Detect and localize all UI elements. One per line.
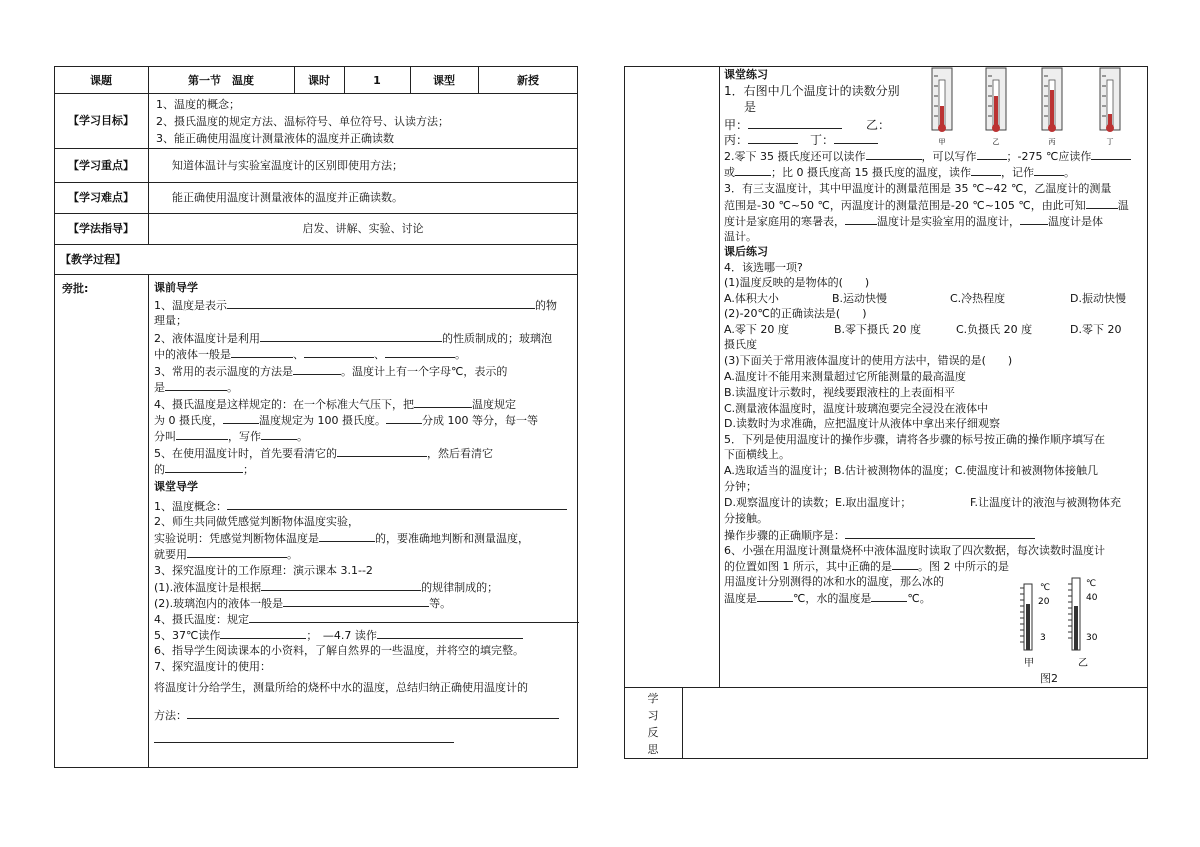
q1-answers-1: 甲： 乙： — [724, 118, 891, 132]
q4-1-option: D.振动快慢 — [1070, 292, 1126, 305]
class-q6: 6、指导学生阅读课本的小资料，了解自然界的一些温度，并将空的填完整。 — [154, 644, 524, 657]
q4-1-option: A.体积大小 — [724, 292, 779, 305]
fig2-tick: 30 — [1086, 633, 1098, 643]
thermometer-jia — [932, 68, 952, 132]
q6-line1: 6、小强在用温度计测量烧杯中液体温度时读取了四次数据，每次读数时温度计 — [724, 544, 1105, 557]
q4-title: 4．该选哪一项? — [724, 261, 803, 274]
q2-line2: 或 ；比 0 摄氏度高 15 摄氏度的温度，读作 ，记作 。 — [724, 163, 1075, 181]
fig2-unit: ℃ — [1086, 579, 1097, 589]
q4-1-option: C.冷热程度 — [950, 292, 1006, 305]
in-class-title: 课堂导学 — [154, 480, 198, 493]
class-q2-cont: 就要用 。 — [154, 545, 298, 563]
q5-line5b: F.让温度计的液泡与被测物体充 — [970, 496, 1122, 509]
thermo-label: 乙 — [992, 138, 1000, 146]
guide-text: 启发、讲解、实验、讨论 — [302, 222, 424, 235]
class-q3-2: (2).玻璃泡内的液体一般是 等。 — [154, 594, 451, 612]
goal-line: 2、摄氏温度的规定方法、温标符号、单位符号、认读方法； — [156, 115, 449, 128]
q1-text: 1．右图中几个温度计的读数分别 — [724, 84, 900, 98]
q1-answers-2: 丙： 丁： — [724, 131, 878, 149]
guide-label: 【学法指导】 — [68, 222, 134, 235]
thermometer-ding — [1100, 68, 1120, 132]
fig2-unit: ℃ — [1040, 583, 1051, 593]
q4-3: (3)下面关于常用液体温度计的使用方法中，错误的是( ) — [724, 354, 1013, 367]
thermometer-bing — [1042, 68, 1062, 132]
pre-q1: 1、温度是表示 的物 — [154, 296, 574, 314]
pre-q2-cont: 中的液体一般是 、 、 。 — [154, 345, 466, 363]
goal-line: 1、温度的概念； — [156, 98, 240, 111]
side-note-label: 旁批: — [62, 282, 89, 295]
q3-line1: 3．有三支温度计，其中甲温度计的测量范围是 35 ℃~42 ℃，乙温度计的测量 — [724, 182, 1112, 195]
q4-3-option: B.读温度计示数时，视线要跟液柱的上表面相平 — [724, 386, 956, 399]
q4-2-option-cont: 摄氏度 — [724, 338, 757, 351]
header-cell-type-value: 新授 — [517, 74, 539, 87]
focus-text: 知道体温计与实验室温度计的区别即使用方法； — [172, 159, 403, 172]
q5-line2: 下面横线上。 — [724, 448, 790, 461]
goals-label: 【学习目标】 — [68, 114, 134, 127]
practice-title: 课堂练习 — [724, 68, 768, 81]
header-cell-section: 第一节 温度 — [188, 74, 254, 87]
thermometer-jia-fig2 — [1020, 584, 1032, 650]
thermo-label: 丁 — [1106, 138, 1114, 146]
after-class-title: 课后练习 — [724, 245, 768, 258]
thermometer-figure — [926, 66, 1126, 148]
thermometer-yi-fig2 — [1068, 578, 1080, 650]
q4-3-option: D.读数时为求准确，应把温度计从液体中拿出来仔细观察 — [724, 417, 1000, 430]
q3-line3: 度计是家庭用的寒暑表， 温度计是实验室用的温度计， 温度计是体 — [724, 212, 1103, 230]
fig2-label: 甲 — [1024, 658, 1034, 669]
header-cell-topic: 课题 — [90, 74, 112, 87]
difficulty-text: 能正确使用温度计测量液体的温度并正确读数。 — [172, 191, 403, 204]
thermometer-yi — [986, 68, 1006, 132]
header-cell-type-label: 课型 — [433, 74, 455, 87]
difficulty-label: 【学习难点】 — [68, 191, 134, 204]
class-q3-1: (1).液体温度计是根据 的规律制成的； — [154, 578, 498, 596]
q4-2: (2)-20℃的正确读法是( ) — [724, 307, 867, 320]
pre-q3: 3、常用的表示温度的方法是 。温度计上有一个字母℃，表示的 — [154, 362, 507, 380]
q4-3-option: A.温度计不能用来测量超过它所能测量的最高温度 — [724, 370, 966, 383]
class-q2: 2、师生共同做凭感觉判断物体温度实验， — [154, 515, 359, 528]
q5-answer: 操作步骤的正确顺序是： — [724, 526, 1035, 544]
fig2-tick: 40 — [1086, 593, 1098, 603]
class-q4: 4、摄氏温度：规定 — [154, 610, 579, 628]
thermo-label: 甲 — [938, 138, 946, 146]
q6-line2: 的位置如图 1 所示，其中正确的是 。图 2 中所示的是 — [724, 557, 1009, 575]
class-q5: 5、37℃读作 ； —4.7 读作 — [154, 626, 523, 644]
q6-line3: 用温度计分别测得的冰和水的温度，那么冰的 — [724, 575, 944, 588]
q6-line4: 温度是 ℃，水的温度是 ℃。 — [724, 589, 931, 607]
focus-label: 【学习重点】 — [68, 159, 134, 172]
fig2-label: 乙 — [1078, 658, 1088, 669]
process-label: 【教学过程】 — [60, 253, 126, 266]
q4-3-option: C.测量液体温度时，温度计玻璃泡要完全浸没在液体中 — [724, 402, 989, 415]
q2-line1: 2.零下 35 摄氏度还可以读作 ，可以写作 ；-275 ℃应读作 — [724, 147, 1131, 165]
q3-line2: 范围是-30 ℃~50 ℃，丙温度计的测量范围是-20 ℃~105 ℃，由此可知 温 — [724, 196, 1129, 214]
q4-2-option: C.负摄氏 20 度 — [956, 323, 1033, 336]
header-cell-period-value: 1 — [373, 74, 381, 87]
reflection-label: 学 习 反 思 — [647, 692, 659, 756]
header-cell-period-label: 课时 — [308, 74, 330, 87]
q4-1: (1)温度反映的是物体的( ) — [724, 276, 870, 289]
pre-q2: 2、液体温度计是利用 的性质制成的；玻璃泡 — [154, 329, 552, 347]
class-q7: 7、探究温度计的使用： — [154, 660, 271, 673]
fig2-tick: 3 — [1040, 633, 1046, 643]
pre-q4: 4、摄氏温度是这样规定的：在一个标准大气压下，把 温度规定 — [154, 395, 516, 413]
pre-q3-cont: 是 。 — [154, 378, 238, 396]
pre-class-title: 课前导学 — [154, 281, 198, 294]
q5-line5: D.观察温度计的读数；E.取出温度计； — [724, 496, 912, 509]
pre-q5: 5、在使用温度计时，首先要看清它的 ，然后看清它 — [154, 444, 493, 462]
pre-q5-cont: 的 ； — [154, 460, 254, 478]
q4-1-option: B.运动快慢 — [832, 292, 888, 305]
class-q3: 3、探究温度计的工作原理：演示课本 3.1--2 — [154, 564, 373, 577]
class-q2-note: 实验说明：凭感觉判断物体温度是 的，要准确地判断和测量温度， — [154, 529, 529, 547]
thermo-label: 丙 — [1048, 138, 1056, 146]
pre-q4-cont: 为 0 摄氏度， 温度规定为 100 摄氏度。 分成 100 等分，每一等 — [154, 411, 538, 429]
figure-2-thermometers — [1010, 574, 1110, 686]
q3-line4: 温计。 — [724, 230, 757, 243]
q4-2-option: B.零下摄氏 20 度 — [834, 323, 922, 336]
q4-2-option: D.零下 20 — [1070, 323, 1122, 336]
q1-text-cont: 是 — [744, 100, 757, 114]
pre-q4-cont2: 分叫 ，写作 。 — [154, 427, 308, 445]
q5-line6: 分接触。 — [724, 512, 768, 525]
answer-line — [154, 742, 454, 743]
q5-line1: 5．下列是使用温度计的操作步骤，请将各步骤的标号按正确的操作顺序填写在 — [724, 433, 1105, 446]
q5-line4: 分钟； — [724, 480, 757, 493]
goal-line: 3、能正确使用温度计测量液体的温度并正确读数 — [156, 132, 394, 145]
q5-line3: A.选取适当的温度计；B.估计被测物体的温度；C.使温度计和被测物体接触几 — [724, 464, 1099, 477]
class-q7-method: 方法： — [154, 706, 559, 724]
pre-q1-cont: 理量； — [154, 314, 187, 327]
q4-2-option: A.零下 20 度 — [724, 323, 789, 336]
fig2-tick: 20 — [1038, 597, 1050, 607]
figure-2-caption: 图2 — [1040, 672, 1058, 685]
class-q7-text: 将温度计分给学生，测量所给的烧杯中水的温度，总结归纳正确使用温度计的 — [154, 681, 528, 694]
class-q1: 1、温度概念： — [154, 497, 567, 515]
